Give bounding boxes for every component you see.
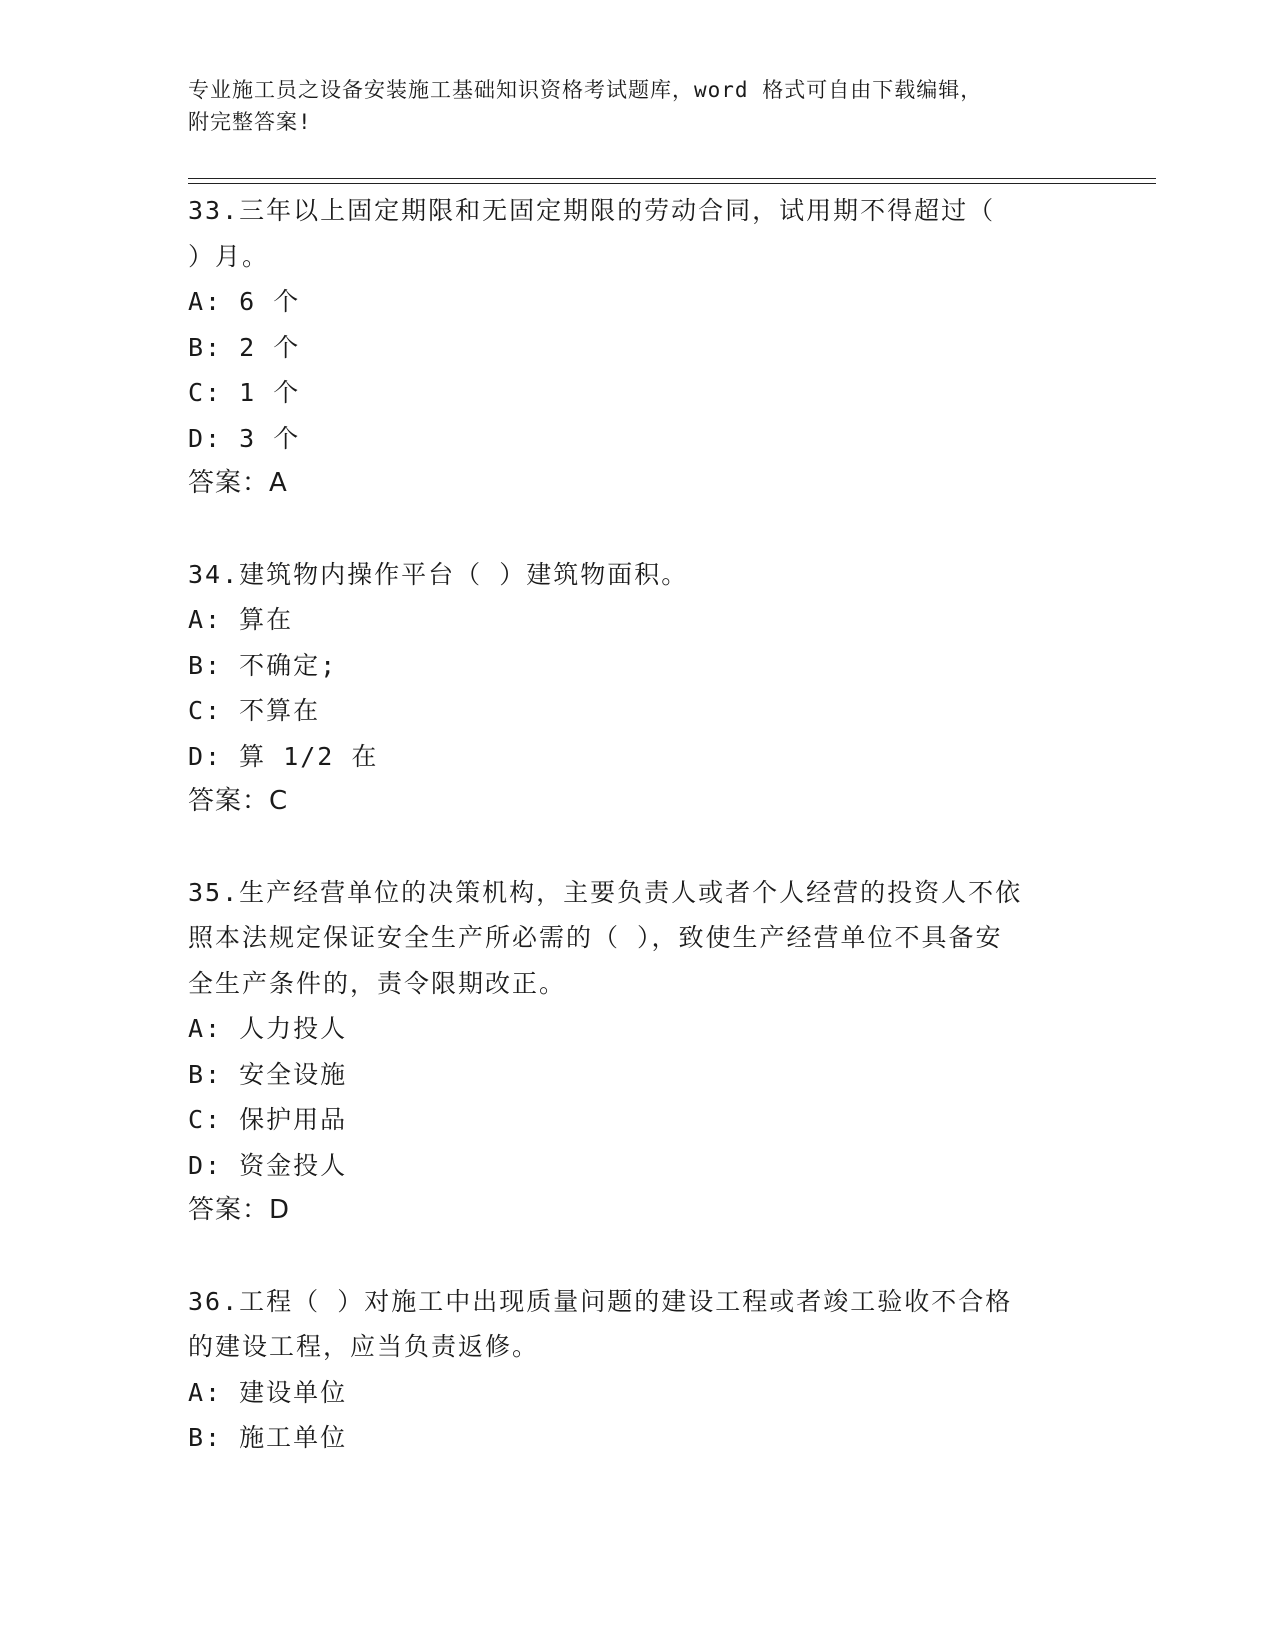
header-line: 附完整答案!: [188, 110, 312, 134]
document-header: [188, 74, 1068, 138]
spacer: [188, 1234, 1088, 1279]
option-b: B: 安全设施: [188, 1059, 348, 1089]
question-stem: 33.三年以上固定期限和无固定期限的劳动合同，试用期不得超过（: [188, 196, 996, 225]
header-line: 专业施工员之设备安装施工基础知识资格考试题库，word 格式可自由下载编辑，: [188, 78, 983, 102]
question-block: [188, 552, 1088, 825]
answer-line: 答案：D: [188, 1195, 291, 1225]
question-stem: 34.建筑物内操作平台（ ）建筑物面积。: [188, 559, 689, 589]
header-divider-top: [188, 178, 1156, 179]
option-b: B: 施工单位: [188, 1423, 348, 1452]
option-a: A: 人力投人: [188, 1014, 348, 1043]
option-d: D: 算 1/2 在: [188, 741, 379, 771]
question-stem: 照本法规定保证安全生产所必需的（ ），致使生产经营单位不具备安: [188, 923, 1003, 952]
question-stem: 全生产条件的，责令限期改正。: [188, 968, 567, 998]
spacer: [188, 507, 1088, 552]
answer-line: 答案：C: [188, 786, 289, 816]
spacer: [188, 825, 1088, 870]
option-d: D: 3 个: [188, 423, 301, 453]
question-stem: 35.生产经营单位的决策机构，主要负责人或者个人经营的投资人不依: [188, 877, 1023, 907]
answer-line: 答案：A: [188, 468, 288, 498]
question-block: [188, 870, 1088, 1234]
option-a: A: 6 个: [188, 287, 301, 316]
option-a: A: 算在: [188, 605, 294, 634]
header-divider-bottom: [188, 183, 1156, 184]
question-stem: ）月。: [188, 241, 270, 271]
question-stem: 36.工程（ ）对施工中出现质量问题的建设工程或者竣工验收不合格: [188, 1286, 1013, 1316]
option-d: D: 资金投人: [188, 1150, 348, 1180]
question-block: [188, 188, 1088, 507]
option-b: B: 2 个: [188, 332, 301, 362]
option-c: C: 不算在: [188, 696, 321, 725]
option-c: C: 保护用品: [188, 1105, 348, 1134]
question-stem: 的建设工程，应当负责返修。: [188, 1332, 540, 1361]
option-a: A: 建设单位: [188, 1377, 348, 1407]
option-c: C: 1 个: [188, 378, 301, 407]
question-block: [188, 1279, 1088, 1461]
option-b: B: 不确定;: [188, 650, 338, 680]
question-list: [188, 188, 1088, 1461]
